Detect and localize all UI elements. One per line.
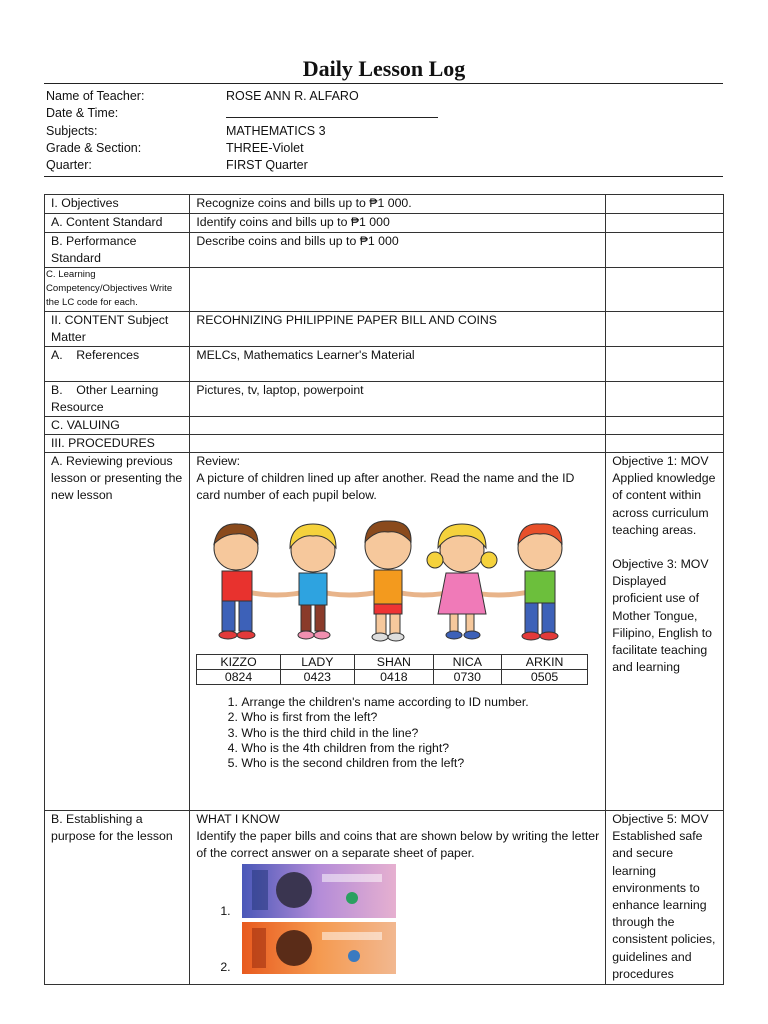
item-number: 2. xyxy=(220,960,231,974)
row-valuing xyxy=(45,417,724,435)
child-id: 0418 xyxy=(354,670,433,685)
twenty-peso-bill-image xyxy=(242,922,396,974)
info-row-date xyxy=(46,106,722,123)
row-remarks xyxy=(606,268,724,312)
child-name: SHAN xyxy=(354,655,433,670)
names-row xyxy=(197,655,588,670)
row-content: Recognize coins and bills up to ₱1 000. xyxy=(190,195,606,214)
child-id: 0423 xyxy=(280,670,354,685)
info-label: Grade & Section: xyxy=(46,140,142,155)
row-label: A. Reviewing previous lesson or presenting the new lesson xyxy=(45,453,190,811)
question-item: 4. Who is the 4th children from the right? xyxy=(241,741,599,756)
row-content xyxy=(190,268,606,312)
row-remarks xyxy=(606,233,724,268)
bill-item-1 xyxy=(196,862,599,920)
row-label: C. Learning Competency/Objectives Write the LC code for each. xyxy=(45,268,190,312)
date-blank-line xyxy=(226,106,438,121)
info-label: Quarter: xyxy=(46,158,92,173)
row-remarks xyxy=(606,347,724,382)
row-content xyxy=(190,435,606,453)
row-performance xyxy=(45,233,724,268)
info-row-quarter xyxy=(46,158,722,175)
row-content: RECOHNIZING PHILIPPINE PAPER BILL AND COINS xyxy=(190,312,606,347)
child-name: KIZZO xyxy=(197,655,280,670)
hundred-peso-bill-image xyxy=(242,864,396,918)
row-content: Describe coins and bills up to ₱1 000 xyxy=(190,233,606,268)
row-content: Identify coins and bills up to ₱1 000 xyxy=(190,214,606,233)
review-heading: Review: xyxy=(196,454,241,468)
row-objectives xyxy=(45,195,724,214)
child-name: LADY xyxy=(280,655,354,670)
item-number: 1. xyxy=(220,904,231,918)
info-label: Date & Time: xyxy=(46,106,119,121)
remarks-objective-1: Objective 1: MOV Applied knowledge of content within across curriculum teaching areas. xyxy=(612,454,716,537)
info-value: THREE-Violet xyxy=(226,140,304,155)
page-title: Daily Lesson Log xyxy=(302,56,466,81)
row-content xyxy=(190,417,606,435)
lesson-table xyxy=(44,194,724,985)
purpose-text: Identify the paper bills and coins that are shown below by writing the letter of the correct answer on a separate sheet of paper. xyxy=(196,829,600,860)
child-name: ARKIN xyxy=(501,655,588,670)
review-questions xyxy=(196,695,599,771)
title-rule xyxy=(44,83,723,84)
row-other-resource xyxy=(45,382,724,417)
child-name: NICA xyxy=(433,655,501,670)
info-rule xyxy=(44,176,723,177)
info-value: MATHEMATICS 3 xyxy=(226,123,326,138)
info-label: Name of Teacher: xyxy=(46,89,145,103)
info-row-grade xyxy=(46,141,722,158)
row-remarks xyxy=(606,382,724,417)
question-item: 1. Arrange the children's name according to ID number. xyxy=(241,695,599,710)
row-competency xyxy=(45,268,724,312)
child-id: 0824 xyxy=(197,670,280,685)
row-label: B. Establishing a purpose for the lesson xyxy=(45,811,190,985)
info-row-teacher xyxy=(46,89,722,106)
row-content: MELCs, Mathematics Learner's Material xyxy=(190,347,606,382)
question-item: 3. Who is the third child in the line? xyxy=(241,726,599,741)
row-remarks xyxy=(606,417,724,435)
row-remarks xyxy=(606,312,724,347)
review-remarks xyxy=(606,453,724,811)
info-value: FIRST Quarter xyxy=(226,158,308,173)
row-remarks xyxy=(606,195,724,214)
children-holding-hands-illustration xyxy=(198,518,588,648)
row-remarks xyxy=(606,435,724,453)
review-content xyxy=(190,453,606,811)
purpose-remarks: Objective 5: MOV Established safe and secure learning environments to enhance learning through the consistent policies, guidelines and procedures xyxy=(606,811,724,985)
row-content-standard xyxy=(45,214,724,233)
row-label: III. PROCEDURES xyxy=(45,435,190,453)
bill-item-2 xyxy=(196,920,599,976)
row-procedures xyxy=(45,435,724,453)
row-remarks xyxy=(606,214,724,233)
child-id: 0505 xyxy=(501,670,588,685)
remarks-objective-3: Objective 3: MOV Displayed proficient use of Mother Tongue, Filipino, English to facilitate teaching and learning xyxy=(612,557,713,675)
row-label: A. Content Standard xyxy=(45,214,190,233)
row-purpose xyxy=(45,811,724,985)
row-label: A. References xyxy=(45,347,190,382)
info-row-subjects xyxy=(46,124,722,141)
purpose-content xyxy=(190,811,606,985)
review-text: A picture of children lined up after another. Read the name and the ID card number of each pupil below. xyxy=(196,471,575,502)
row-references xyxy=(45,347,724,382)
ids-row xyxy=(197,670,588,685)
row-label: II. CONTENT Subject Matter xyxy=(45,312,190,347)
row-reviewing xyxy=(45,453,724,811)
row-label: B. Performance Standard xyxy=(45,233,190,268)
row-content: Pictures, tv, laptop, powerpoint xyxy=(190,382,606,417)
row-label: B. Other Learning Resource xyxy=(45,382,190,417)
row-label: I. Objectives xyxy=(45,195,190,214)
row-label: C. VALUING xyxy=(45,417,190,435)
child-id: 0730 xyxy=(433,670,501,685)
question-item: 5. Who is the second children from the left? xyxy=(241,756,599,771)
purpose-heading: WHAT I KNOW xyxy=(196,812,280,826)
info-label: Subjects: xyxy=(46,123,98,138)
id-table xyxy=(196,654,588,685)
question-item: 2. Who is first from the left? xyxy=(241,710,599,725)
teacher-info xyxy=(46,89,722,175)
row-content-subject xyxy=(45,312,724,347)
info-value: ROSE ANN R. ALFARO xyxy=(226,89,359,103)
